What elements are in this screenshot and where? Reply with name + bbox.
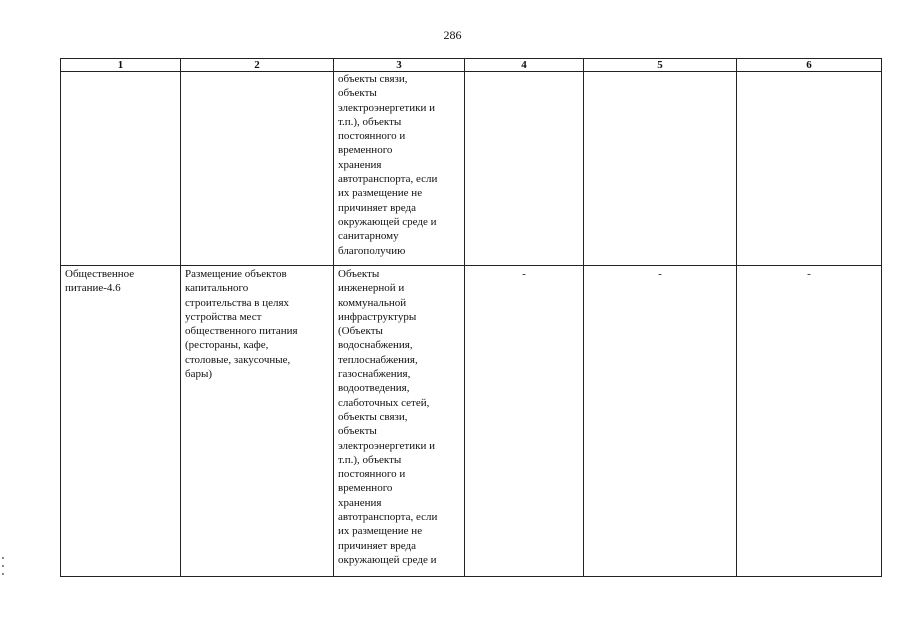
table-cell-type [61, 72, 181, 266]
document-table [60, 58, 882, 577]
scan-artifact-mark [2, 573, 4, 575]
table-cell-description: Размещение объектов капитального строительства в целях устройства мест общественного питания (рестораны, кафе, столовые, закусочные, бары) [181, 266, 334, 577]
column-header-6: 6 [737, 59, 882, 72]
table-cell-col5: - [584, 266, 737, 577]
table-cell-col4 [465, 72, 584, 266]
table-cell-objects: Объекты инженерной и коммунальной инфраструктуры (Объекты водоснабжения, теплоснабжения, газоснабжения, водоотведения, слаботочных сетей, объекты связи, объекты электроэнергетики и т.п.), объекты постоянного и временного хранения автотранспорта, если их размещение не причиняет вреда окружающей среде и [334, 266, 465, 577]
table-cell-type: Общественное питание-4.6 [61, 266, 181, 577]
page-number: 286 [443, 28, 462, 42]
table-row [61, 266, 882, 577]
column-header-1: 1 [61, 59, 181, 72]
column-header-2: 2 [181, 59, 334, 72]
table-cell-objects: объекты связи, объекты электроэнергетики и т.п.), объекты постоянного и временного хранения автотранспорта, если их размещение не причиняет вреда окружающей среде и санитарному благополучию [334, 72, 465, 266]
column-header-4: 4 [465, 59, 584, 72]
table-cell-col4: - [465, 266, 584, 577]
table-cell-col6: - [737, 266, 882, 577]
table-row [61, 72, 882, 266]
scan-artifact-mark [2, 565, 4, 567]
column-header-5: 5 [584, 59, 737, 72]
table-header-row [61, 59, 882, 72]
table-cell-description [181, 72, 334, 266]
table-cell-col6 [737, 72, 882, 266]
table-cell-col5 [584, 72, 737, 266]
column-header-3: 3 [334, 59, 465, 72]
scan-artifact-mark [2, 557, 4, 559]
